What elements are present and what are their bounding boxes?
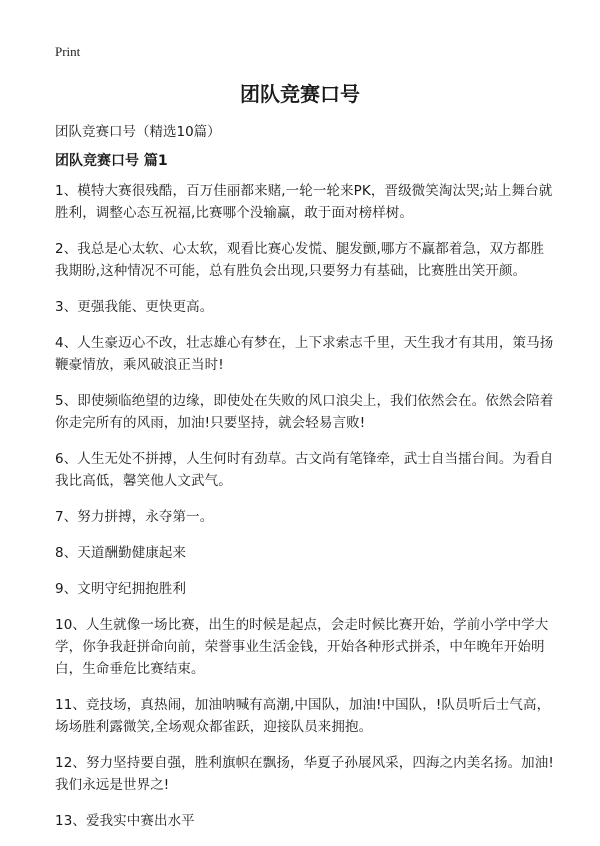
slogan-item: 4、人生豪迈心不改，壮志雄心有梦在，上下求索志千里，天生我才有其用，策马扬鞭豪情放，乘风破浪正当时! (55, 335, 554, 373)
slogan-list (55, 180, 555, 846)
section-heading: 团队竞赛口号 篇1 (55, 153, 168, 169)
page-title: 团队竞赛口号 (240, 82, 360, 106)
print-link[interactable]: Print (55, 44, 81, 59)
slogan-item: 9、文明守纪拥抱胜利 (55, 581, 187, 597)
slogan-item: 7、努力拼搏，永夺第一。 (55, 509, 214, 525)
slogan-item: 11、竞技场，真热闹，加油呐喊有高潮,中国队，加油!中国队，!队员听后士气高，场场胜利露微笑,全场观众都雀跃，迎接队员来拥抱。 (55, 697, 551, 735)
slogan-item: 5、即使频临绝望的边缘，即使处在失败的风口浪尖上，我们依然会在。依然会陪着你走完所有的风雨，加油!只要坚持，就会轻易言败! (55, 393, 554, 431)
slogan-item: 6、人生无处不拼搏，人生何时有劲草。古文尚有笔锋牵，武士自当擂台间。为看自我比高低，馨笑他人文武气。 (55, 451, 554, 489)
slogan-item: 3、更强我能、更快更高。 (55, 299, 214, 315)
slogan-item: 10、人生就像一场比赛，出生的时候是起点，会走时候比赛开始，学前小学中学大学，你争我赶拼命向前，荣誉事业生活金钱，开始各种形式拼杀，中年晚年开始明白，生命垂危比赛结束。 (55, 617, 549, 677)
slogan-item: 1、模特大赛很残酷，百万佳丽都来赌,一轮一轮来PK，晋级微笑淘汰哭;站上舞台就胜利，调整心态互祝福,比赛哪个没输赢，敢于面对榜样树。 (55, 183, 553, 221)
slogan-item: 12、努力坚持要自强，胜利旗帜在飘扬，华夏子孙展风采，四海之内美名扬。加油!我们永远是世界之! (55, 755, 554, 793)
slogan-item: 8、天道酬勤健康起来 (55, 545, 187, 561)
document-subtitle: 团队竞赛口号（精选10篇） (55, 124, 221, 140)
slogan-item: 2、我总是心太软、心太软，观看比赛心发慌、腿发颤,哪方不赢都着急，双方都胜我期盼,这种情况不可能，总有胜负会出现,只要努力有基础，比赛胜出笑开颜。 (55, 241, 545, 279)
slogan-item: 13、爱我实中赛出水平 (55, 813, 195, 829)
